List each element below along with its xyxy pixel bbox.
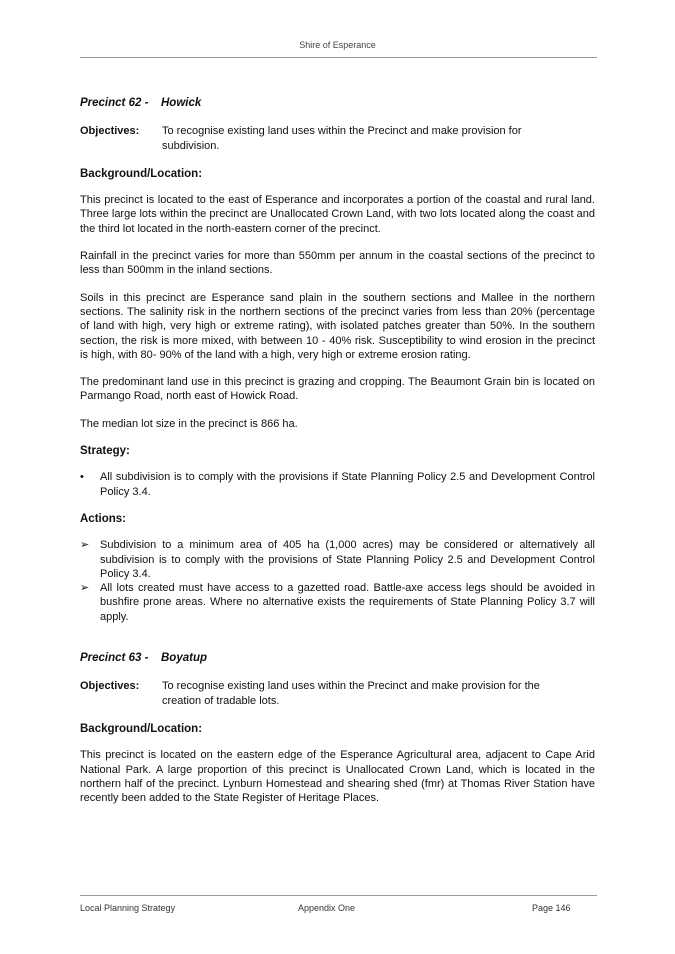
precinct-number: Precinct 62 - [80,97,149,109]
background-heading: Background/Location: [80,167,203,180]
strategy-heading: Strategy: [80,445,130,458]
precinct-number: Precinct 63 - [80,652,149,665]
soils-paragraph: Soils in this precinct are Esperance sand plain in the southern sections and Mallee in the northern sections. The salinity risk in the northern sections of the precinct varies from less than 20% (percentage of land with high, very high or extreme rating), with isolated patches greater than 50%. In the southern section, the risk is more mixed, with between 10 - 40% risk. Susceptibility to wind erosion in the precinct is high, with 80- 90% of the land with a high, very high or extreme erosion rating. [80,291,595,361]
strategy-item-text: All subdivision is to comply with the provisions if State Planning Policy 2.5 and Development Control Policy 3.4. [100,471,595,498]
lot-size-paragraph: The median lot size in the precinct is 866 ha. [80,417,298,430]
objectives-label: Objectives: [80,125,140,138]
list-item [80,581,595,624]
footer-rule [80,895,597,896]
precinct-63-section [80,651,595,805]
list-item [80,538,595,581]
action-item-text: All lots created must have access to a gazetted road. Battle-axe access legs should be avoided in bushfire prone areas. Where no alternative exists the requirements of State Planning Policy 3.7 will apply. [100,582,595,623]
header-rule [80,57,597,58]
actions-list [80,538,595,624]
objectives-block [80,124,595,153]
objectives-label: Objectives: [80,680,140,693]
footer-page-number: Page 146 [532,903,571,913]
arrow-bullet-icon: ➢ [80,539,90,552]
page-header-title: Shire of Esperance [299,40,376,50]
arrow-bullet-icon: ➢ [80,582,90,595]
land-use-paragraph: The predominant land use in this precinct is grazing and cropping. The Beaumont Grain bin is located on Parmango Road, north east of Howick Road. [80,376,595,403]
precinct-name: Boyatup [161,652,207,665]
footer-document-title: Local Planning Strategy [80,903,176,913]
section-spacer [80,637,595,651]
objectives-text: To recognise existing land uses within the Precinct and make provision for the creation of tradable lots. [162,680,540,707]
strategy-list [80,470,595,499]
bullet-icon: • [80,471,84,484]
action-item-text: Subdivision to a minimum area of 405 ha (1,000 acres) may be considered or alternatively all subdivision is to comply with the provisions of State Planning Policy 2.5 and Development Control Policy 3.4. [100,539,595,580]
list-item [80,470,595,499]
precinct-62-heading [80,96,595,110]
background-heading: Background/Location: [80,722,203,735]
precinct-name: Howick [161,97,202,109]
actions-heading: Actions: [80,512,126,525]
objectives-block [80,679,595,708]
objectives-text: To recognise existing land uses within the Precinct and make provision for subdivision. [162,125,522,152]
background-paragraph: This precinct is located to the east of Esperance and incorporates a portion of the coastal and rural land. Three large lots within the precinct are Unallocated Crown Land, with two lots located along the coast and the third lot located in the north-eastern corner of the precinct. [80,194,595,235]
background-paragraph: This precinct is located on the eastern edge of the Esperance Agricultural area, adjacent to Cape Arid National Park. A large proportion of this precinct is Unallocated Crown Land, which is located in the northern half of the precinct. Lynburn Homestead and shearing shed (fmr) at Thomas River Station have recently been added to the State Register of Heritage Places. [80,749,595,805]
rainfall-paragraph: Rainfall in the precinct varies for more than 550mm per annum in the coastal sections of the precinct to less than 500mm in the inland sections. [80,250,595,277]
footer-appendix: Appendix One [298,903,356,913]
precinct-62-section [80,96,595,624]
precinct-63-heading [80,651,595,665]
document-body [80,96,595,818]
